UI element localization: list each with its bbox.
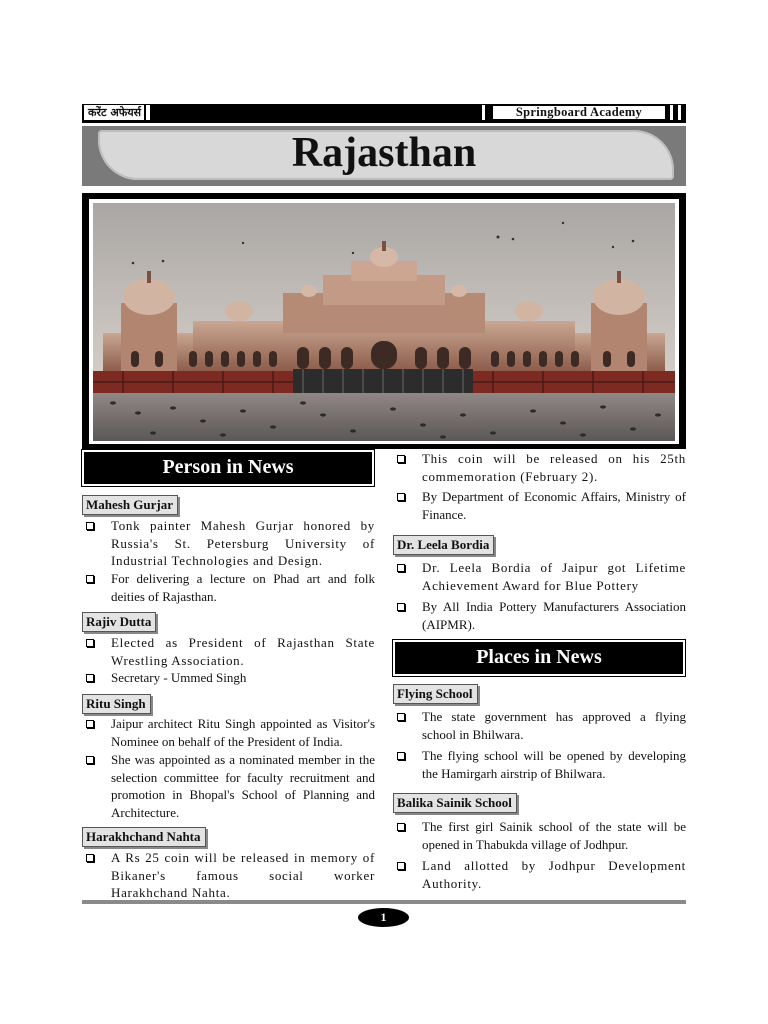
list-item: The first girl Sainik school of the state will be opened in Thabukda village of Jodhpur. (422, 819, 686, 852)
section-header-text: Person in News (162, 456, 294, 478)
divider (144, 105, 146, 120)
footer-divider (82, 900, 686, 904)
list-item: The state government has approved a flying school in Bhilwara. (422, 709, 686, 742)
list-item: For delivering a lecture on Phad art and folk deities of Rajasthan. (111, 571, 375, 604)
section-header-person-in-news (84, 452, 372, 484)
list-item: By Department of Economic Affairs, Ministry of Finance. (422, 489, 686, 522)
name-tag-rajiv-dutta: Rajiv Dutta (82, 612, 156, 632)
list-item: She was appointed as a nominated member in the selection committee for faculty recruitment and promotion in Bhopal's School of Planning and Architecture. (111, 752, 375, 820)
name-tag-mahesh-gurjar: Mahesh Gurjar (82, 495, 178, 515)
list-item: The flying school will be opened by developing the Hamirgarh airstrip of Bhilwara. (422, 748, 686, 781)
name-tag-harakhchand-nahta: Harakhchand Nahta (82, 827, 206, 847)
list-item: By All India Pottery Manufacturers Association (AIPMR). (422, 599, 686, 632)
divider (678, 105, 681, 120)
list-item: Land allotted by Jodhpur Development Authority. (422, 858, 686, 891)
name-tag-ritu-singh: Ritu Singh (82, 694, 151, 714)
section-label-text: करेंट अफेयर्स (88, 106, 142, 119)
name-tag-flying-school: Flying School (393, 684, 478, 704)
list-item: Dr. Leela Bordia of Jaipur got Lifetime Achievement Award for Blue Pottery (422, 560, 686, 593)
list-item: A Rs 25 coin will be released in memory of Bikaner's famous social worker Harakhchand Nahta. (111, 850, 375, 900)
list-item: Secretary - Ummed Singh (111, 669, 375, 687)
list-item: Tonk painter Mahesh Gurjar honored by Russia's St. Petersburg University of Industrial Technologies and Design. (111, 518, 375, 568)
divider (670, 105, 673, 120)
brand-label: Springboard Academy (492, 105, 666, 120)
page-title: Rajasthan (291, 130, 477, 176)
name-tag-balika-sainik-school: Balika Sainik School (393, 793, 517, 813)
page-number: 1 (358, 908, 409, 927)
list-item: This coin will be released on his 25th commemoration (February 2). (422, 451, 686, 484)
name-tag-leela-bordia: Dr. Leela Bordia (393, 535, 494, 555)
section-label (84, 105, 150, 120)
list-item: Jaipur architect Ritu Singh appointed as Visitor's Nominee on behalf of the President of India. (111, 716, 375, 749)
section-header-places-in-news (395, 642, 683, 674)
section-header-text: Places in News (476, 646, 602, 668)
palace-photo-icon (93, 203, 675, 441)
list-item: Elected as President of Rajasthan State Wrestling Association. (111, 635, 375, 668)
divider (482, 105, 485, 120)
